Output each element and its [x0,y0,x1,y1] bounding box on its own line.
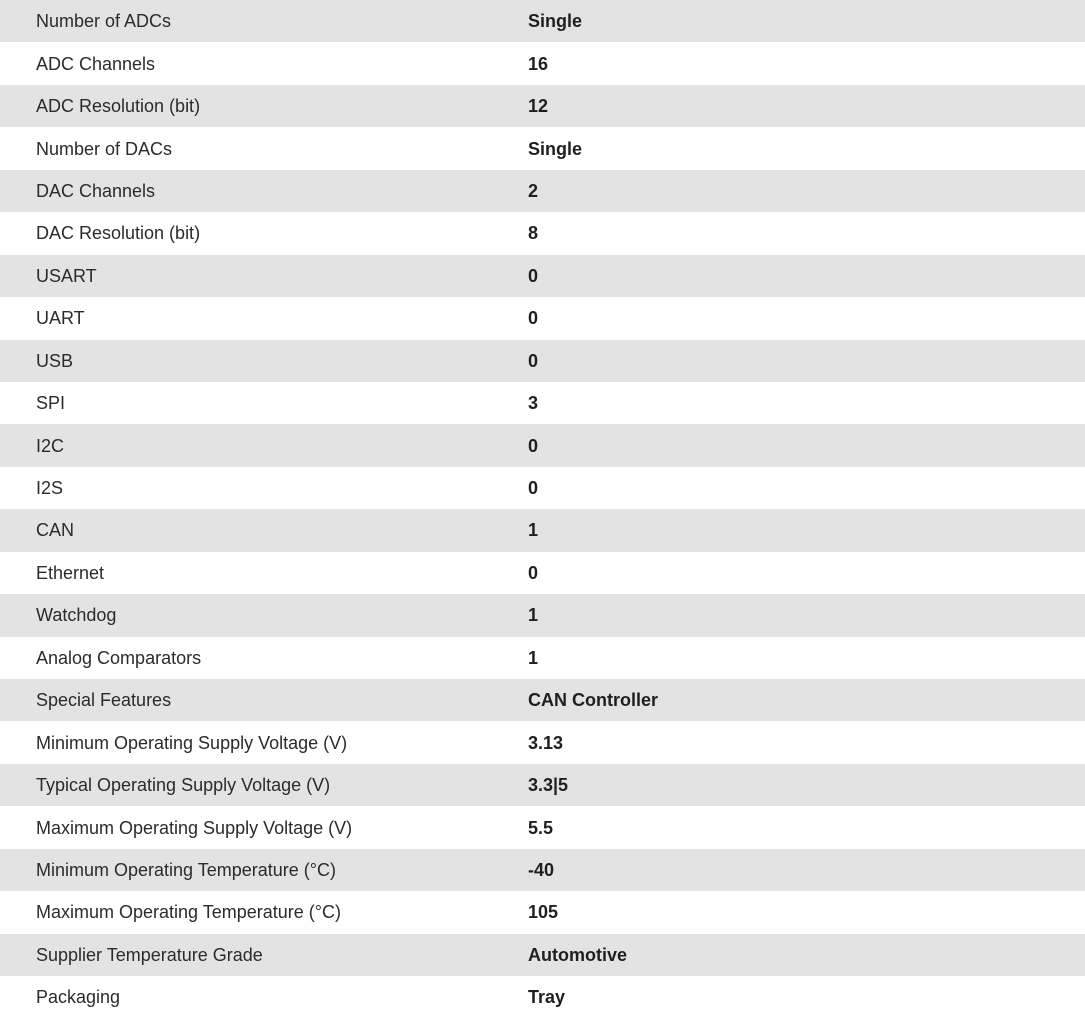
spec-value: 1 [528,509,1085,551]
spec-row [0,637,1085,679]
spec-label: DAC Channels [0,170,528,212]
spec-row [0,42,1085,84]
spec-label: I2S [36,478,64,499]
spec-label: Supplier Temperature Grade [0,934,528,976]
spec-value: 12 [528,85,1085,127]
spec-value: 3.13 [528,732,564,753]
spec-value: -40 [528,849,1085,891]
spec-label: DAC Resolution (bit) [36,223,201,244]
spec-row [0,806,1085,848]
spec-value: 0 [528,424,1085,466]
spec-label: ADC Resolution (bit) [0,85,528,127]
spec-row [0,849,1085,891]
spec-value: Single [528,0,1085,42]
spec-value: Single [528,138,583,159]
spec-value: 16 [528,53,549,74]
spec-row [0,212,1085,254]
spec-label: Packaging [36,987,121,1008]
spec-value: 1 [528,647,539,668]
spec-value: 0 [528,308,539,329]
spec-label: ADC Channels [36,53,156,74]
spec-row [0,976,1085,1018]
spec-label: Maximum Operating Temperature (°C) [36,902,341,923]
spec-row [0,127,1085,169]
spec-value: 8 [528,223,539,244]
spec-value: 0 [528,562,539,583]
spec-label: Watchdog [0,594,528,636]
spec-row [0,255,1085,297]
spec-label: USART [0,255,528,297]
spec-label: Minimum Operating Temperature (°C) [0,849,528,891]
spec-label: Number of DACs [36,138,173,159]
spec-label: I2C [0,424,528,466]
spec-value: Automotive [528,934,1085,976]
spec-label: Ethernet [36,562,105,583]
spec-label: UART [36,308,85,329]
spec-row [0,467,1085,509]
spec-row [0,721,1085,763]
spec-row [0,679,1085,721]
spec-label: Typical Operating Supply Voltage (V) [0,764,528,806]
spec-value: 3 [528,393,539,414]
spec-value: 0 [528,340,1085,382]
spec-label: Number of ADCs [0,0,528,42]
spec-label: Minimum Operating Supply Voltage (V) [36,732,348,753]
spec-label: USB [0,340,528,382]
spec-value: CAN Controller [528,679,1085,721]
spec-row [0,509,1085,551]
spec-value: 2 [528,170,1085,212]
spec-value: Tray [528,987,566,1008]
spec-value: 1 [528,594,1085,636]
spec-row [0,382,1085,424]
spec-value: 3.3|5 [528,764,1085,806]
spec-value: 0 [528,478,539,499]
spec-row [0,764,1085,806]
spec-value: 5.5 [528,817,554,838]
spec-row [0,0,1085,42]
spec-value: 105 [528,902,559,923]
spec-label: SPI [36,393,66,414]
spec-row [0,891,1085,933]
spec-row [0,170,1085,212]
spec-label: CAN [0,509,528,551]
spec-label: Special Features [0,679,528,721]
spec-row [0,340,1085,382]
spec-row [0,934,1085,976]
spec-label: Analog Comparators [36,647,202,668]
spec-row [0,85,1085,127]
spec-label: Maximum Operating Supply Voltage (V) [36,817,353,838]
spec-value: 0 [528,255,1085,297]
spec-row [0,297,1085,339]
spec-row [0,594,1085,636]
spec-row [0,552,1085,594]
spec-row [0,424,1085,466]
